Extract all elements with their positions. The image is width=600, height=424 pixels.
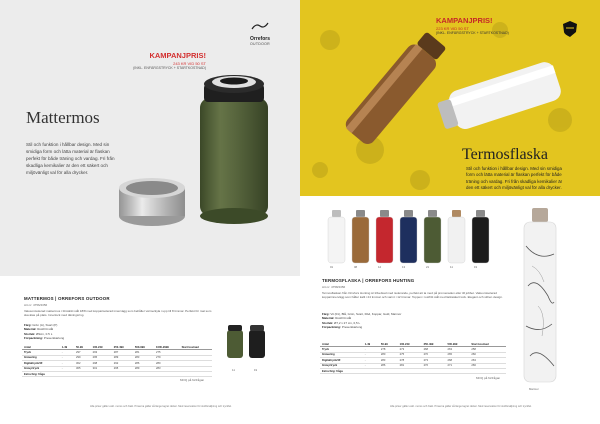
spec-row: Storlek: Ø7,2 x 27 cm, 0,5 L — [322, 320, 361, 325]
table-cell: - — [363, 363, 379, 368]
brand-sub: OUTDOOR — [250, 42, 270, 46]
table-cell: - — [363, 358, 379, 363]
table-header-cell: Start kostnad — [180, 345, 212, 350]
table-header-cell: 250-499 — [112, 345, 133, 350]
table-cell — [154, 371, 180, 376]
brand-name: Orrefors — [249, 36, 270, 42]
table-cell: 283 — [133, 355, 154, 360]
table-cell: Gravyrtryck — [320, 363, 363, 368]
table-cell: 260 — [469, 352, 506, 357]
promo-box — [436, 16, 556, 36]
table-cell: Gravering — [22, 355, 60, 360]
product-specs — [24, 323, 134, 341]
promo-price: 243 KR VID 50 ST — [173, 61, 206, 66]
swatch-label: 11 — [232, 368, 235, 372]
swatch-label: 19 — [254, 368, 258, 372]
bottle-variant — [328, 217, 345, 263]
bottle-cap — [380, 210, 389, 217]
table-header-cell: 100-249 — [398, 342, 422, 347]
table-header-cell: Antal — [22, 345, 60, 350]
hero-title: Termosflaska — [462, 146, 548, 163]
hero-text: Stil och funktion i hållbar design. Med sin smidiga form och lätta material är flaskan perfekt för både träning och vardag. Fri från skadliga kemikalier är den ett säkert och miljövänligt val för alla drycker. — [466, 166, 563, 191]
table-cell — [398, 368, 422, 373]
table-row — [320, 368, 506, 373]
brand-logo — [240, 18, 280, 46]
right-hero — [300, 0, 600, 196]
swatch-label: 12 — [378, 265, 382, 269]
promo-title: KAMPANJPRIS! — [149, 51, 206, 60]
swatch-label: 21 — [426, 265, 430, 269]
table-header-cell: 50-99 — [74, 345, 91, 350]
table-header-cell: 250-499 — [422, 342, 446, 347]
table-cell: - — [60, 350, 74, 355]
table-cell: 278 — [379, 347, 398, 352]
food-jar-image — [118, 70, 278, 240]
table-cell: 297 — [74, 350, 91, 355]
table-cell: 286 — [379, 363, 398, 368]
table-header-cell: Antal — [320, 342, 363, 347]
table-cell: 283 — [379, 358, 398, 363]
swatch-label: 11 — [450, 265, 453, 269]
table-cell — [363, 368, 379, 373]
table-note: MOQ på förfrågan — [476, 376, 501, 380]
table-cell: Gravering — [320, 352, 363, 357]
table-cell — [74, 371, 91, 376]
table-cell: 301 — [91, 366, 112, 371]
hunting-badge-icon — [562, 20, 578, 38]
table-cell: 281 — [133, 350, 154, 355]
table-row — [22, 371, 212, 376]
table-cell — [469, 368, 506, 373]
table-cell: - — [363, 347, 379, 352]
table-cell: 271 — [445, 363, 469, 368]
marble-bottle-image — [518, 206, 562, 386]
product-title: TERMOSFLASKA | ORREFORS HUNTING — [322, 278, 415, 283]
table-note: MOQ på förfrågan — [180, 378, 205, 382]
spec-row: Material: Rostfritt stål — [24, 327, 54, 332]
spec-row: Färg: Vit (01), Blå, Grön, Svart, Röd, Koppar, Guld, Marmor — [322, 312, 402, 316]
spec-row: Förpackning: Presentkartong — [24, 336, 65, 341]
table-cell: 258 — [469, 347, 506, 352]
table-cell: 263 — [445, 347, 469, 352]
swatch-label: 13 — [402, 265, 406, 269]
table-cell: 295 — [112, 366, 133, 371]
page-footer: Alla priser gäller exkl. moms och frakt. Priserna gäller så länge lagret räcker. Med reservation för slutförsäljning och tryckfel. — [90, 405, 232, 408]
table-cell: 279 — [154, 355, 180, 360]
table-header-cell: 500-999 — [445, 342, 469, 347]
page-footer: Alla priser gäller exkl. moms och frakt. Priserna gäller så länge lagret räcker. Med reservation för slutförsäljning och tryckfel. — [390, 405, 532, 408]
promo-note: (INKL. ENFÄRGSTRYCK + STARTKOSTNAD) — [436, 31, 509, 35]
spec-row: Färg: Grön (A), Svart (P) — [24, 323, 58, 327]
table-cell: Extra färg: fråga — [320, 368, 363, 373]
table-cell: 289 — [112, 355, 133, 360]
table-cell: - — [60, 355, 74, 360]
spec-row: Storlek: Ø9cm, 0.5 L — [24, 331, 53, 336]
table-cell: 275 — [154, 350, 180, 355]
bottle-variant — [472, 217, 489, 263]
bottle-cap — [428, 210, 437, 217]
orrefors-logo-icon — [250, 21, 270, 31]
table-cell: 287 — [112, 350, 133, 355]
table-header-cell: 1000-2999 — [154, 345, 180, 350]
table-cell — [180, 371, 212, 376]
product-description: Termosflaskan från Orrefors Hunting är tillverkad med isolerande, perfekt att ta med på promenaden eller till jobbet. Vakuumisolerad kopparinnervägg som håller kallt i 24 timmar och varmt i 12 timmar. Toppen i rostfritt stål med läcksäkert lock. Elegant och stilren design. — [322, 291, 503, 299]
table-cell — [379, 368, 398, 373]
bottle-variant — [352, 217, 369, 263]
product-art-number: Art.nr: 4756/4356 — [24, 303, 48, 307]
bottle-variant — [376, 217, 393, 263]
swatch-label: 19 — [474, 265, 478, 269]
table-cell: 273 — [398, 347, 422, 352]
swatch-label: 08 — [354, 265, 358, 269]
bottle-variant — [448, 217, 465, 263]
table-cell: 263 — [469, 358, 506, 363]
product-title: MATTERMOS | ORREFORS OUTDOOR — [24, 296, 110, 301]
price-table — [22, 345, 212, 377]
table-header-cell: Start kostnad — [469, 342, 506, 347]
table-cell: Tryck — [320, 347, 363, 352]
table-header-cell: 100-249 — [91, 345, 112, 350]
jar-thumbnails-image — [224, 322, 270, 368]
table-cell: 293 — [91, 350, 112, 355]
table-cell: - — [60, 366, 74, 371]
spec-row: Förpackning: Presentkartong — [322, 325, 363, 330]
promo-box — [86, 51, 206, 71]
table-cell: 295 — [91, 355, 112, 360]
table-cell: 298 — [91, 361, 112, 366]
table-cell — [133, 371, 154, 376]
spec-row: Material: Rostfritt stål — [322, 316, 352, 321]
table-cell: - — [363, 352, 379, 357]
table-header-cell: 50-99 — [379, 342, 398, 347]
table-cell: Gravyrtryck — [22, 366, 60, 371]
bottle-cap — [404, 210, 413, 217]
table-cell: 266 — [469, 363, 506, 368]
promo-note: (INKL. ENFÄRGSTRYCK + STARTKOSTNAD) — [133, 66, 206, 70]
table-cell: 265 — [445, 352, 469, 357]
bottle-variant — [400, 217, 417, 263]
table-cell: Digitaltryck/4F — [22, 361, 60, 366]
table-cell: 286 — [133, 361, 154, 366]
table-cell: Tryck — [22, 350, 60, 355]
promo-price: 223 KR VID 50 ST — [436, 26, 469, 31]
table-cell: 276 — [422, 363, 446, 368]
marble-label: Marmor — [529, 387, 539, 391]
bottle-variant — [424, 217, 441, 263]
table-header-cell: 500-999 — [133, 345, 154, 350]
hero-title: Mattermos — [26, 108, 100, 127]
table-cell: 302 — [74, 361, 91, 366]
table-cell: - — [60, 361, 74, 366]
table-cell — [445, 368, 469, 373]
table-cell — [60, 371, 74, 376]
table-cell: 268 — [445, 358, 469, 363]
price-table — [320, 342, 506, 374]
hero-text: Stil och funktion i hållbar design. Med sin smidiga form och lätta material är flaskan perfekt för både träning och vardag. Fri från skadliga kemikalier är den ett säkert och miljövänligt val för alla drycker. — [26, 142, 115, 175]
product-specs — [322, 312, 508, 330]
bottle-cap — [332, 210, 341, 217]
table-cell — [422, 368, 446, 373]
bottle-cap — [452, 210, 461, 217]
right-page — [300, 0, 600, 424]
table-cell: Extra färg: fråga — [22, 371, 60, 376]
table-cell: 268 — [422, 347, 446, 352]
table-cell: 273 — [422, 358, 446, 363]
table-cell: 275 — [398, 352, 422, 357]
table-cell: 283 — [154, 366, 180, 371]
table-header-cell: 1-49 — [363, 342, 379, 347]
table-cell: 292 — [112, 361, 133, 366]
table-header-cell: 1-49 — [60, 345, 74, 350]
bottle-cap — [356, 210, 365, 217]
product-description: Vakuumisolerad mattermos i förstärkt stål 18/8 med kopparisolerad innervägg som behåller värme/kyla i upp till 8 timmar. Perfekt för mat som ska ätas på plats. Innerlock med tätningsring. — [24, 309, 212, 317]
swatch-label: 01 — [330, 265, 334, 269]
table-cell: 278 — [398, 358, 422, 363]
table-cell: 305 — [74, 366, 91, 371]
table-cell: 281 — [398, 363, 422, 368]
table-cell — [112, 371, 133, 376]
table-cell: Digitaltryck/4F — [320, 358, 363, 363]
bottle-colors-image — [324, 208, 504, 268]
table-cell: 289 — [133, 366, 154, 371]
table-cell: 280 — [154, 361, 180, 366]
product-art-number: Art.nr: 4758/4356 — [322, 285, 346, 289]
table-cell: 270 — [422, 352, 446, 357]
table-cell: 299 — [74, 355, 91, 360]
table-cell: 280 — [379, 352, 398, 357]
promo-title: KAMPANJPRIS! — [436, 16, 493, 25]
bottle-cap — [476, 210, 485, 217]
table-cell — [91, 371, 112, 376]
left-hero — [0, 0, 300, 276]
